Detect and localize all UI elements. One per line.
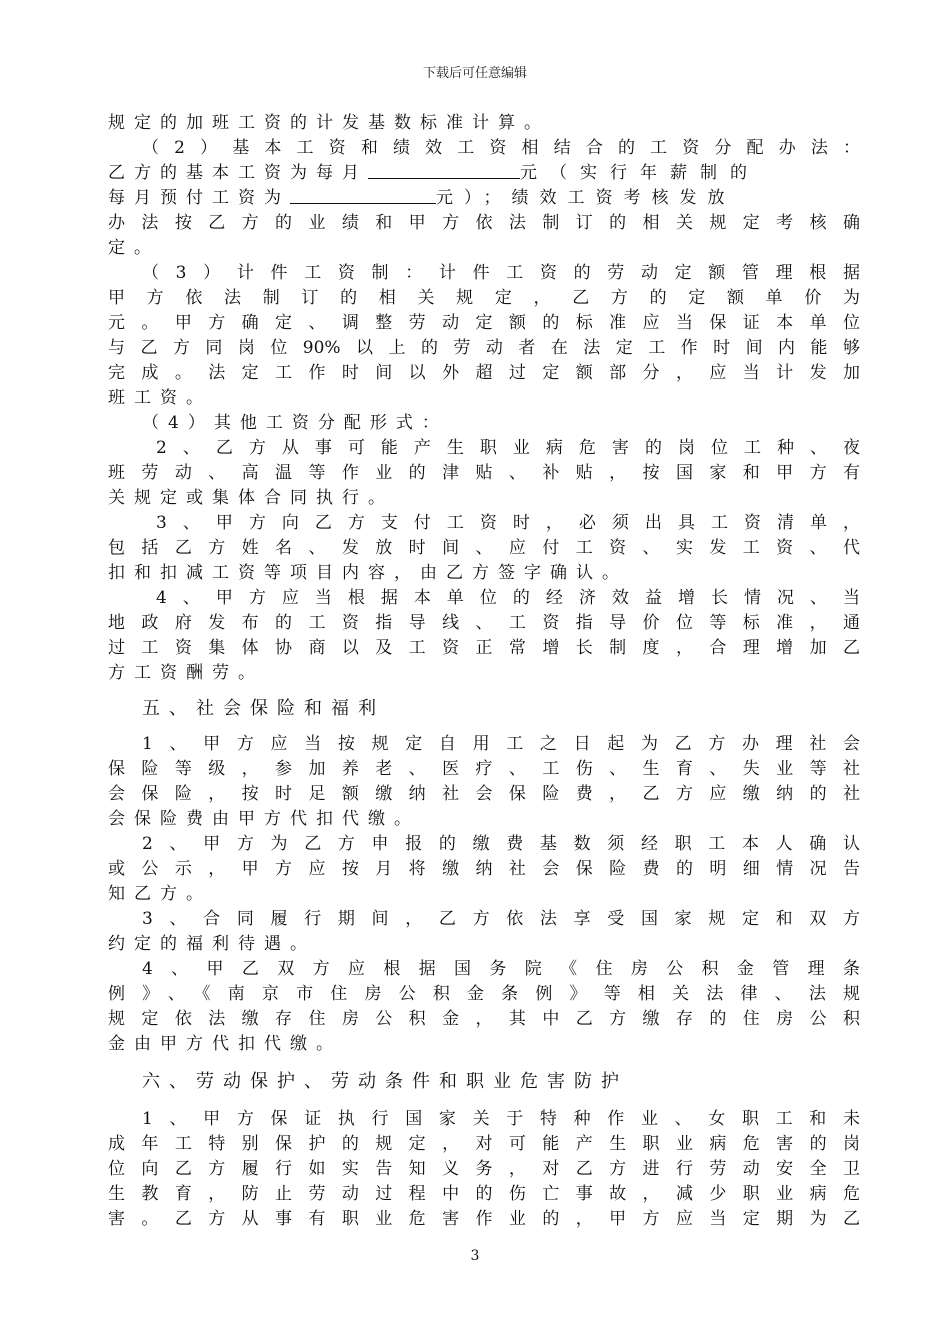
page-header: 下载后可任意编辑 — [422, 66, 527, 81]
text-line: 害。乙方从事有职业危害作业的，甲方应当定期为乙 — [108, 1209, 860, 1229]
text-line: 甲方依法制订的相关规定，乙方的定额单价为 — [108, 288, 860, 308]
text-line: （2）基本工资和绩效工资相结合的工资分配办法： — [142, 138, 860, 158]
text-line: （3）计件工资制：计件工资的劳动定额管理根据 — [142, 263, 860, 283]
text-line: 班工资。 — [108, 388, 212, 408]
text-line: 1、甲方保证执行国家关于特种作业、女职工和未 — [142, 1109, 860, 1129]
text-line: 包括乙方姓名、发放时间、应付工资、实发工资、代 — [108, 538, 860, 558]
section-heading-5: 五、社会保险和福利 — [142, 698, 385, 719]
text-line: 2、甲方为乙方申报的缴费基数须经职工本人确认 — [142, 834, 860, 854]
text-line: 3、合同履行期间，乙方依法享受国家规定和双方 — [142, 909, 860, 929]
text-line: 关规定或集体合同执行。 — [108, 488, 394, 508]
text-line: 规定依法缴存住房公积金，其中乙方缴存的住房公积 — [108, 1009, 860, 1029]
fill-in-blank-monthly-salary[interactable] — [368, 162, 520, 179]
text-line: 生教育，防止劳动过程中的伤亡事故，减少职业病危 — [108, 1184, 860, 1204]
text-line: 例》、《南京市住房公积金条例》等相关法律、法规 — [108, 984, 860, 1004]
text-segment: 乙方的基本工资为每月 — [108, 163, 368, 183]
text-line: 3、甲方向乙方支付工资时，必须出具工资清单， — [156, 513, 860, 533]
text-line: 会保险费由甲方代扣代缴。 — [108, 809, 420, 829]
text-segment: 元（实行年薪制的 — [520, 163, 760, 183]
text-line-with-blank — [108, 186, 860, 211]
text-line: 办法按乙方的业绩和甲方依法制订的相关规定考核确 — [108, 213, 860, 233]
text-line: 位向乙方履行如实告知义务，对乙方进行劳动安全卫 — [108, 1159, 860, 1179]
text-line: （4）其他工资分配形式： — [142, 413, 448, 433]
text-line: 扣和扣减工资等项目内容，由乙方签字确认。 — [108, 563, 628, 583]
text-line: 知乙方。 — [108, 884, 212, 904]
text-line: 会保险，按时足额缴纳社会保险费，乙方应缴纳的社 — [108, 784, 860, 804]
text-line: 完成。法定工作时间以外超过定额部分，应当计发加 — [108, 363, 860, 383]
text-line: 地政府发布的工资指导线、工资指导价位等标准，通 — [108, 613, 860, 633]
text-line: 4、甲乙双方应根据国务院《住房公积金管理条 — [142, 959, 860, 979]
text-line: 2、乙方从事可能产生职业病危害的岗位工种、夜 — [156, 438, 860, 458]
text-line-with-blank — [108, 161, 860, 186]
text-line: 定。 — [108, 238, 160, 258]
text-line: 4、甲方应当根据本单位的经济效益增长情况、当 — [156, 588, 860, 608]
text-line: 过工资集体协商以及工资正常增长制度，合理增加乙 — [108, 638, 860, 658]
text-line: 与乙方同岗位90%以上的劳动者在法定工作时间内能够 — [108, 338, 860, 358]
page-number: 3 — [470, 1248, 480, 1264]
text-line: 方工资酬劳。 — [108, 663, 264, 683]
text-segment: 每月预付工资为 — [108, 188, 290, 208]
text-line: 规定的加班工资的计发基数标准计算。 — [108, 113, 550, 133]
text-line: 元。甲方确定、调整劳动定额的标准应当保证本单位 — [108, 313, 860, 333]
document-body — [108, 111, 860, 1232]
text-line: 约定的福利待遇。 — [108, 934, 316, 954]
text-segment: 元）；绩效工资考核发放 — [436, 188, 736, 208]
text-line: 成年工特别保护的规定，对可能产生职业病危害的岗 — [108, 1134, 860, 1154]
text-line: 或公示，甲方应按月将缴纳社会保险费的明细情况告 — [108, 859, 860, 879]
text-line: 保险等级，参加养老、医疗、工伤、生育、失业等社 — [108, 759, 860, 779]
section-heading-6: 六、劳动保护、劳动条件和职业危害防护 — [142, 1071, 628, 1092]
text-line: 班劳动、高温等作业的津贴、补贴，按国家和甲方有 — [108, 463, 860, 483]
text-line: 1、甲方应当按规定自用工之日起为乙方办理社会 — [142, 734, 860, 754]
fill-in-blank-monthly-prepay[interactable] — [290, 187, 436, 204]
text-line: 金由甲方代扣代缴。 — [108, 1034, 342, 1054]
